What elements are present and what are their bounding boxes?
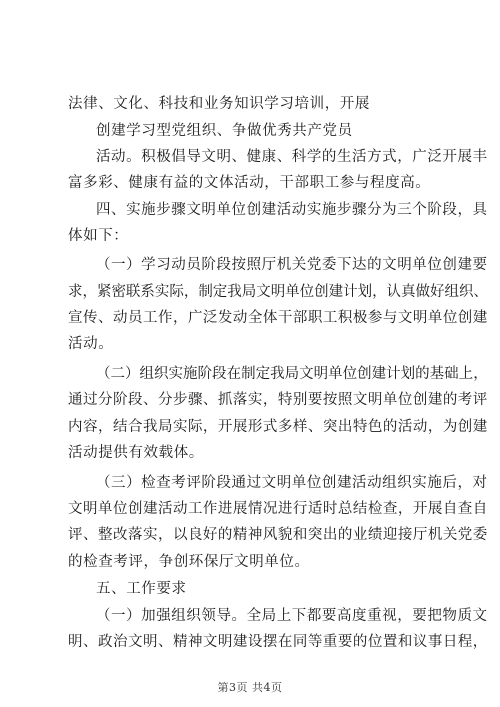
text-line: （三）检查考评阶段通过文明单位创建活动组织实施后，对	[96, 475, 488, 491]
text-line: 的检查考评，争创环保厅文明单位。	[68, 554, 310, 570]
text-line: 求，紧密联系实际，制定我局文明单位创建计划，认真做好组织、	[68, 284, 488, 300]
text-line: 宣传、动员工作，广泛发动全体干部职工积极参与文明单位创建	[68, 310, 488, 326]
text-line: 体如下：	[68, 228, 129, 244]
text-line: 明、政治文明、精神文明建设摆在同等重要的位置和议事日程，	[68, 634, 488, 650]
text-line: 文明单位创建活动工作进展情况进行适时总结检查，开展自查自	[68, 501, 488, 517]
text-line: 评、整改落实，以良好的精神风貌和突出的业绩迎接厅机关党委	[68, 527, 488, 543]
text-line: 五、工作要求	[96, 581, 187, 597]
text-line: 创建学习型党组织、争做优秀共产党员	[96, 123, 353, 139]
text-line: 内容，结合我局实际，开展形式多样、突出特色的活动，为创建	[68, 419, 488, 435]
text-line: 四、实施步骤文明单位创建活动实施步骤分为三个阶段，具	[96, 202, 488, 218]
text-line: （二）组织实施阶段在制定我局文明单位创建计划的基础上，	[96, 366, 488, 382]
text-line: 活动。积极倡导文明、健康、科学的生活方式，广泛开展丰	[96, 149, 488, 165]
text-line: （一）学习动员阶段按照厅机关党委下达的文明单位创建要	[96, 257, 488, 273]
text-line: （一）加强组织领导。全局上下都要高度重视，要把物质文	[96, 608, 488, 624]
text-line: 活动。	[68, 336, 114, 352]
page-footer: 第3页 共4页	[217, 681, 283, 694]
text-line: 法律、文化、科技和业务知识学习培训，开展	[68, 96, 370, 112]
text-line: 活动提供有效载体。	[68, 445, 204, 461]
text-line: 富多彩、健康有益的文体活动，干部职工参与程度高。	[68, 175, 431, 191]
text-line: 通过分阶段、分步骤、抓落实，特别要按照文明单位创建的考评	[68, 392, 488, 408]
